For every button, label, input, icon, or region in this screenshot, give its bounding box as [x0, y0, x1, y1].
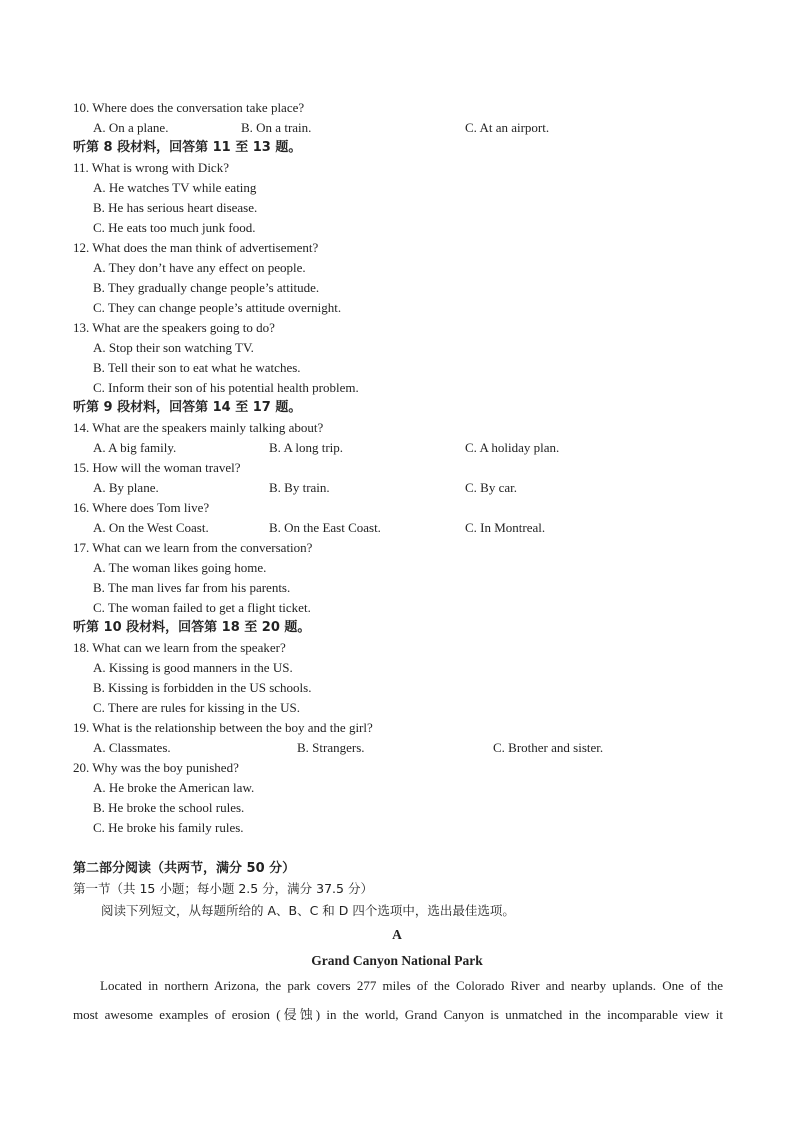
- section-header-8: 听第 8 段材料，回答第 11 至 13 题。: [73, 140, 302, 155]
- question-12-option-b: B. They gradually change people’s attitude.: [93, 280, 320, 295]
- section-one-heading: 第一节（共 15 小题；每小题 2.5 分，满分 37.5 分）: [73, 881, 373, 896]
- question-14-stem: 14. What are the speakers mainly talking about?: [73, 420, 324, 435]
- question-17-option-b: B. The man lives far from his parents.: [93, 580, 291, 595]
- question-16-option-c: C. In Montreal.: [465, 520, 546, 535]
- question-20-option-b: B. He broke the school rules.: [93, 800, 245, 815]
- question-15-stem: 15. How will the woman travel?: [73, 460, 241, 475]
- question-15-option-a: A. By plane.: [93, 480, 159, 495]
- question-14-option-a: A. A big family.: [93, 440, 177, 455]
- question-18-stem: 18. What can we learn from the speaker?: [73, 640, 286, 655]
- question-15-option-b: B. By train.: [269, 480, 330, 495]
- question-19-option-a: A. Classmates.: [93, 740, 171, 755]
- part-two-heading: 第二部分阅读（共两节，满分 50 分）: [73, 861, 296, 876]
- question-19-option-b: B. Strangers.: [297, 740, 365, 755]
- question-20-option-c: C. He broke his family rules.: [93, 820, 244, 835]
- question-12-stem: 12. What does the man think of advertisement?: [73, 240, 319, 255]
- question-16-option-a: A. On the West Coast.: [93, 520, 209, 535]
- question-10-option-c: C. At an airport.: [465, 120, 550, 135]
- passage-line-1: Located in northern Arizona, the park covers 277 miles of the Colorado River and nearby uplands. One of the: [100, 978, 723, 993]
- question-19-stem: 19. What is the relationship between the boy and the girl?: [73, 720, 373, 735]
- question-16-stem: 16. Where does Tom live?: [73, 500, 210, 515]
- section-header-10: 听第 10 段材料，回答第 18 至 20 题。: [73, 620, 311, 635]
- question-18-option-b: B. Kissing is forbidden in the US schools.: [93, 680, 312, 695]
- question-10-option-a: A. On a plane.: [93, 120, 169, 135]
- question-14-option-c: C. A holiday plan.: [465, 440, 560, 455]
- passage-letter: A: [392, 927, 402, 942]
- reading-instructions: 阅读下列短文，从每题所给的 A、B、C 和 D 四个选项中，选出最佳选项。: [101, 903, 515, 918]
- question-13-option-b: B. Tell their son to eat what he watches.: [93, 360, 301, 375]
- question-13-option-c: C. Inform their son of his potential health problem.: [93, 380, 359, 395]
- question-19-option-c: C. Brother and sister.: [493, 740, 604, 755]
- question-12-option-a: A. They don’t have any effect on people.: [93, 260, 306, 275]
- question-11-option-b: B. He has serious heart disease.: [93, 200, 258, 215]
- question-14-option-b: B. A long trip.: [269, 440, 344, 455]
- question-20-stem: 20. Why was the boy punished?: [73, 760, 239, 775]
- question-11-option-a: A. He watches TV while eating: [93, 180, 257, 195]
- question-13-option-a: A. Stop their son watching TV.: [93, 340, 254, 355]
- question-12-option-c: C. They can change people’s attitude overnight.: [93, 300, 342, 315]
- passage-line-2: most awesome examples of erosion (侵蚀) in the world, Grand Canyon is unmatched in the incomparable view it: [73, 1007, 723, 1022]
- section-header-9: 听第 9 段材料，回答第 14 至 17 题。: [73, 400, 302, 415]
- question-18-option-a: A. Kissing is good manners in the US.: [93, 660, 293, 675]
- question-20-option-a: A. He broke the American law.: [93, 780, 255, 795]
- question-11-option-c: C. He eats too much junk food.: [93, 220, 256, 235]
- question-10-stem: 10. Where does the conversation take place?: [73, 100, 305, 115]
- question-13-stem: 13. What are the speakers going to do?: [73, 320, 275, 335]
- question-16-option-b: B. On the East Coast.: [269, 520, 381, 535]
- question-10-option-b: B. On a train.: [241, 120, 312, 135]
- question-15-option-c: C. By car.: [465, 480, 517, 495]
- question-17-option-c: C. The woman failed to get a flight ticket.: [93, 600, 311, 615]
- passage-title: Grand Canyon National Park: [311, 953, 483, 968]
- question-17-stem: 17. What can we learn from the conversation?: [73, 540, 313, 555]
- question-11-stem: 11. What is wrong with Dick?: [73, 160, 229, 175]
- question-17-option-a: A. The woman likes going home.: [93, 560, 267, 575]
- question-18-option-c: C. There are rules for kissing in the US.: [93, 700, 300, 715]
